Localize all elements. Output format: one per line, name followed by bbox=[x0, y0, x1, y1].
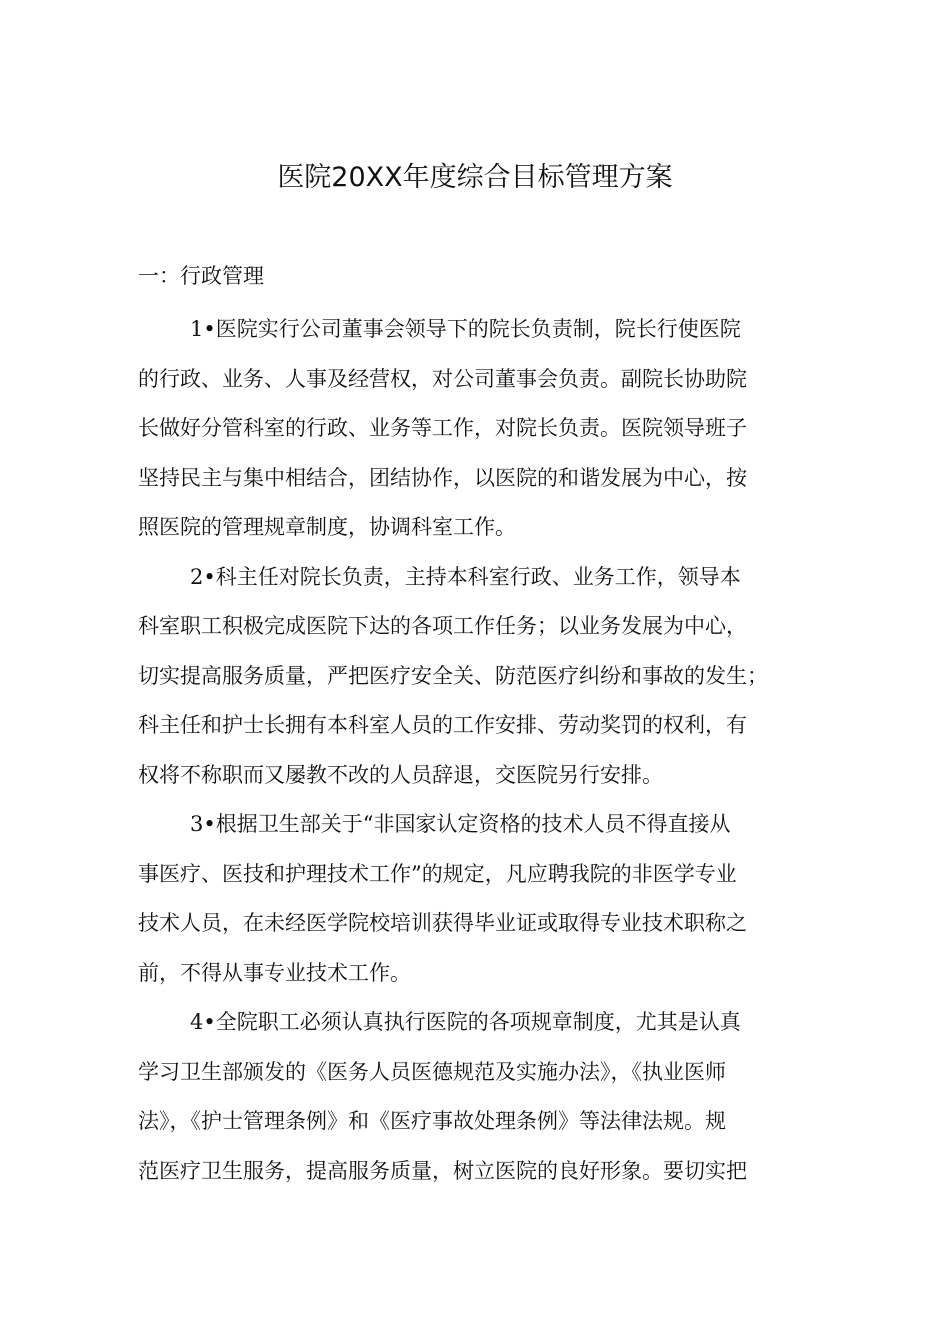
paragraph-line: 权将不称职而又屡教不改的人员辞退，交医院另行安排。 bbox=[138, 762, 663, 787]
paragraph-line: 科主任和护士长拥有本科室人员的工作安排、劳动奖罚的权利，有 bbox=[138, 713, 747, 737]
paragraph-1 bbox=[138, 305, 828, 553]
paragraph-line: 4•全院职工必须认真执行医院的各项规章制度，尤其是认真 bbox=[190, 1010, 741, 1034]
paragraph-3 bbox=[138, 800, 828, 998]
paragraph-line: 3•根据卫生部关于“非国家认定资格的技术人员不得直接从 bbox=[190, 812, 731, 836]
paragraph-line: 坚持民主与集中相结合，团结协作，以医院的和谐发展为中心，按 bbox=[138, 465, 747, 490]
paragraph-line: 技术人员，在未经医学院校培训获得毕业证或取得专业技术职称之 bbox=[138, 911, 747, 935]
paragraph-line: 照医院的管理规章制度，协调科室工作。 bbox=[138, 515, 516, 539]
paragraph-line: 1•医院实行公司董事会领导下的院长负责制，院长行使医院 bbox=[190, 317, 741, 341]
paragraph-line: 范医疗卫生服务，提高服务质量，树立医院的良好形象。要切实把 bbox=[138, 1158, 747, 1183]
paragraph-line: 法》，《护士管理条例》和《医疗事故处理条例》等法律法规。规 bbox=[138, 1109, 726, 1133]
document-title: 医院20XX年度综合目标管理方案 bbox=[277, 162, 673, 193]
paragraph-line: 长做好分管科室的行政、业务等工作，对院长负责。医院领导班子 bbox=[138, 416, 747, 440]
paragraph-line: 科室职工积极完成医院下达的各项工作任务；以业务发展为中心， bbox=[138, 614, 747, 638]
paragraph-line: 学习卫生部颁发的《医务人员医德规范及实施办法》，《执业医师 bbox=[138, 1059, 726, 1084]
paragraph-line: 2•科主任对院长负责，主持本科室行政、业务工作，领导本 bbox=[190, 564, 741, 589]
paragraph-line: 切实提高服务质量，严把医疗安全关、防范医疗纠纷和事故的发生； bbox=[138, 663, 768, 688]
paragraph-line: 事医疗、医技和护理技术工作”的规定，凡应聘我院的非医学专业 bbox=[138, 861, 737, 886]
paragraph-4 bbox=[138, 998, 828, 1196]
paragraph-line: 的行政、业务、人事及经营权，对公司董事会负责。副院长协助院 bbox=[138, 366, 747, 391]
paragraph-line: 前，不得从事专业技术工作。 bbox=[138, 960, 411, 985]
document-body bbox=[138, 256, 828, 1196]
section-heading: 一：行政管理 bbox=[138, 264, 264, 288]
paragraph-2 bbox=[138, 553, 828, 801]
